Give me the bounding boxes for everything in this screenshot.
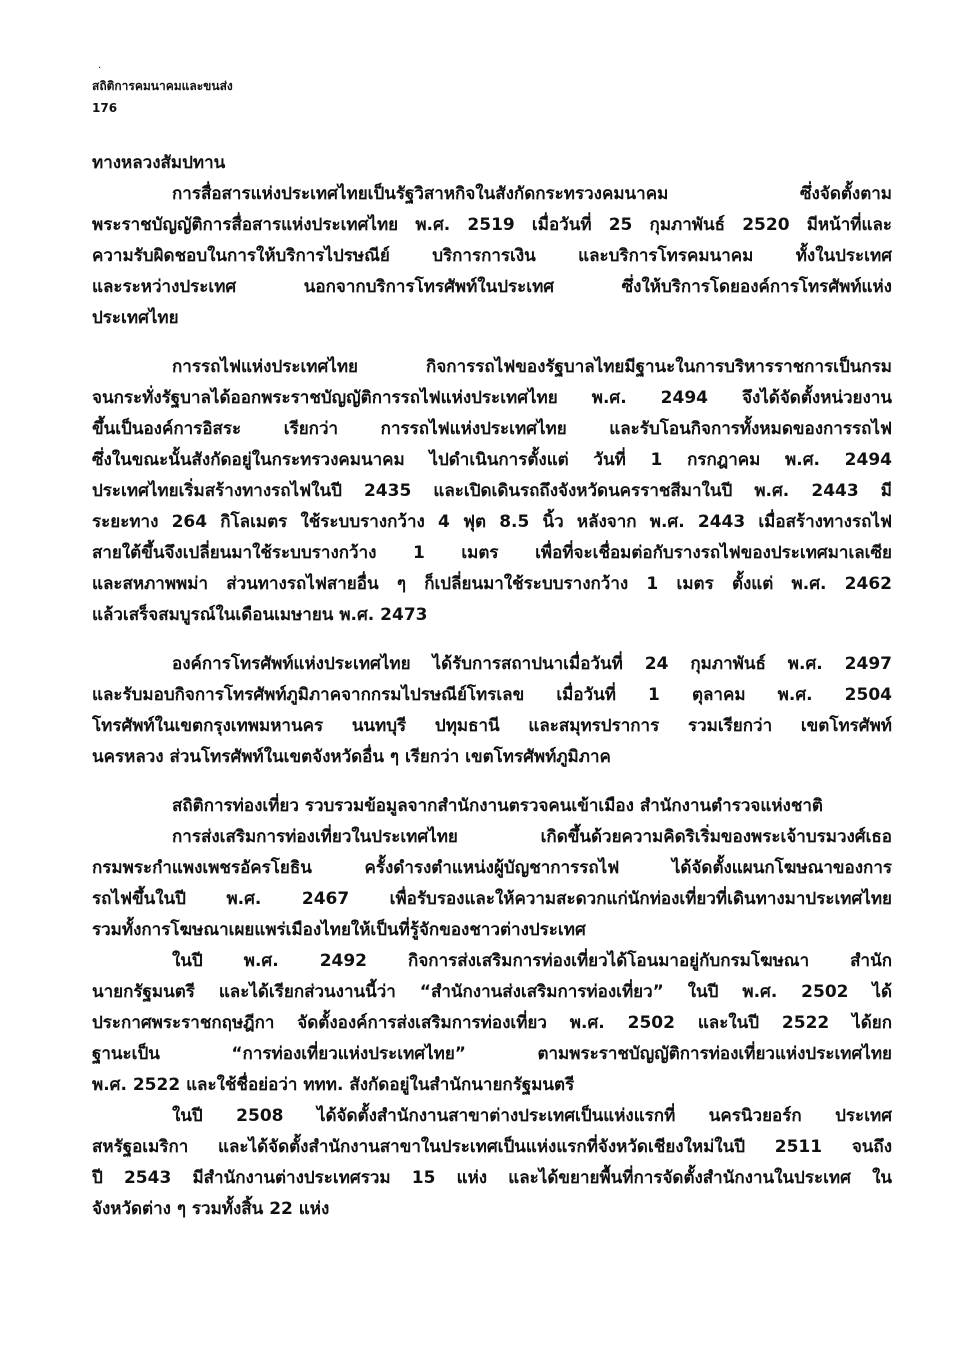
text-line: สถิติการท่องเที่ยว รวบรวมข้อมูลจากสำนักงานตรวจคนเข้าเมือง สำนักงานตำรวจแห่งชาติ xyxy=(172,796,823,816)
text-line: รถไฟขึ้นในปี พ.ศ. 2467 เพื่อรับรองและให้ความสะดวกแก่นักท่องเที่ยวที่เดินทางมาประเทศไทย xyxy=(92,889,892,909)
text-line: การส่งเสริมการท่องเที่ยวในประเทศไทย เกิดขึ้นด้วยความคิดริเริ่มของพระเจ้าบรมวงศ์เธอ xyxy=(172,827,892,847)
text-line: โทรศัพท์ในเขตกรุงเทพมหานคร นนทบุรี ปทุมธานี และสมุทรปราการ รวมเรียกว่า เขตโทรศัพท์ xyxy=(92,716,892,736)
text-line: และสหภาพพม่า ส่วนทางรถไฟสายอื่น ๆ ก็เปลี่ยนมาใช้ระบบรางกว้าง 1 เมตร ตั้งแต่ พ.ศ. 2462 xyxy=(92,574,892,594)
text-line: นายกรัฐมนตรี และได้เรียกส่วนงานนี้ว่า “สำนักงานส่งเสริมการท่องเที่ยว” ในปี พ.ศ. 2502 ได้ xyxy=(92,982,892,1002)
scan-mark: · xyxy=(98,63,102,74)
page-number: 176 xyxy=(92,101,118,115)
text-line: กรมพระกำแพงเพชรอัครโยธิน ครั้งดำรงตำแหน่งผู้บัญชาการรถไฟ ได้จัดตั้งแผนกโฆษณาของการ xyxy=(92,858,892,878)
text-line: องค์การโทรศัพท์แห่งประเทศไทย ได้รับการสถาปนาเมื่อวันที่ 24 กุมภาพันธ์ พ.ศ. 2497 xyxy=(172,654,892,674)
running-title: สถิติการคมนาคมและขนส่ง xyxy=(92,79,233,93)
text-line: จนกระทั่งรัฐบาลได้ออกพระราชบัญญัติการรถไฟแห่งประเทศไทย พ.ศ. 2494 จึงได้จัดตั้งหน่วยงาน xyxy=(92,388,892,408)
text-line: ความรับผิดชอบในการให้บริการไปรษณีย์ บริการการเงิน และบริการโทรคมนาคม ทั้งในประเทศ xyxy=(92,246,892,266)
text-line: ประเทศไทยเริ่มสร้างทางรถไฟในปี 2435 และเปิดเดินรถถึงจังหวัดนครราชสีมาในปี พ.ศ. 2443 มี xyxy=(92,481,892,501)
text-line: การสื่อสารแห่งประเทศไทยเป็นรัฐวิสาหกิจในสังกัดกระทรวงคมนาคม ซึ่งจัดตั้งตาม xyxy=(172,184,892,204)
text-line: ซึ่งในขณะนั้นสังกัดอยู่ในกระทรวงคมนาคม ไปดำเนินการตั้งแต่ วันที่ 1 กรกฎาคม พ.ศ. 2494 xyxy=(92,450,892,470)
text-line: ในปี 2508 ได้จัดตั้งสำนักงานสาขาต่างประเทศเป็นแห่งแรกที่ นครนิวยอร์ก ประเทศ xyxy=(172,1106,892,1126)
text-line: ประเทศไทย xyxy=(92,308,179,328)
text-line: รวมทั้งการโฆษณาเผยแพร่เมืองไทยให้เป็นที่รู้จักของชาวต่างประเทศ xyxy=(92,920,586,940)
section-heading-toll-roads: ทางหลวงสัมปทาน xyxy=(92,153,226,173)
text-line: นครหลวง ส่วนโทรศัพท์ในเขตจังหวัดอื่น ๆ เรียกว่า เขตโทรศัพท์ภูมิภาค xyxy=(92,747,611,767)
body-text xyxy=(92,148,892,1225)
text-line: การรถไฟแห่งประเทศไทย กิจการรถไฟของรัฐบาลไทยมีฐานะในการบริหารราชการเป็นกรม xyxy=(172,357,892,377)
text-line: ขึ้นเป็นองค์การอิสระ เรียกว่า การรถไฟแห่งประเทศไทย และรับโอนกิจการทั้งหมดของการรถไฟ xyxy=(92,419,892,439)
text-line: ในปี พ.ศ. 2492 กิจการส่งเสริมการท่องเที่ยวได้โอนมาอยู่กับกรมโฆษณา สำนัก xyxy=(172,951,892,971)
text-line: สายใต้ขึ้นจึงเปลี่ยนมาใช้ระบบรางกว้าง 1 เมตร เพื่อที่จะเชื่อมต่อกับรางรถไฟของประเทศมาเลเซีย xyxy=(92,543,892,563)
text-line: แล้วเสร็จสมบูรณ์ในเดือนเมษายน พ.ศ. 2473 xyxy=(92,605,428,625)
text-line: ประกาศพระราชกฤษฎีกา จัดตั้งองค์การส่งเสริมการท่องเที่ยว พ.ศ. 2502 และในปี 2522 ได้ยก xyxy=(92,1013,892,1033)
text-line: ปี 2543 มีสำนักงานต่างประเทศรวม 15 แห่ง และได้ขยายพื้นที่การจัดตั้งสำนักงานในประเทศ ใน xyxy=(92,1168,892,1188)
text-line: และระหว่างประเทศ นอกจากบริการโทรศัพท์ในประเทศ ซึ่งให้บริการโดยองค์การโทรศัพท์แห่ง xyxy=(92,277,892,297)
page-header xyxy=(92,75,233,119)
text-line: ระยะทาง 264 กิโลเมตร ใช้ระบบรางกว้าง 4 ฟุต 8.5 นิ้ว หลังจาก พ.ศ. 2443 เมื่อสร้างทางรถไฟ xyxy=(92,512,892,532)
text-line: พ.ศ. 2522 และใช้ชื่อย่อว่า ททท. สังกัดอยู่ในสำนักนายกรัฐมนตรี xyxy=(92,1075,575,1095)
text-line: และรับมอบกิจการโทรศัพท์ภูมิภาคจากกรมไปรษณีย์โทรเลข เมื่อวันที่ 1 ตุลาคม พ.ศ. 2504 xyxy=(92,685,892,705)
text-line: ฐานะเป็น “การท่องเที่ยวแห่งประเทศไทย” ตามพระราชบัญญัติการท่องเที่ยวแห่งประเทศไทย xyxy=(92,1044,892,1064)
text-line: พระราชบัญญัติการสื่อสารแห่งประเทศไทย พ.ศ. 2519 เมื่อวันที่ 25 กุมภาพันธ์ 2520 มีหน้าที่และ xyxy=(92,215,892,235)
text-line: จังหวัดต่าง ๆ รวมทั้งสิ้น 22 แห่ง xyxy=(92,1199,330,1219)
text-line: สหรัฐอเมริกา และได้จัดตั้งสำนักงานสาขาในประเทศเป็นแห่งแรกที่จังหวัดเชียงใหม่ในปี 2511 จนถึง xyxy=(92,1137,892,1157)
